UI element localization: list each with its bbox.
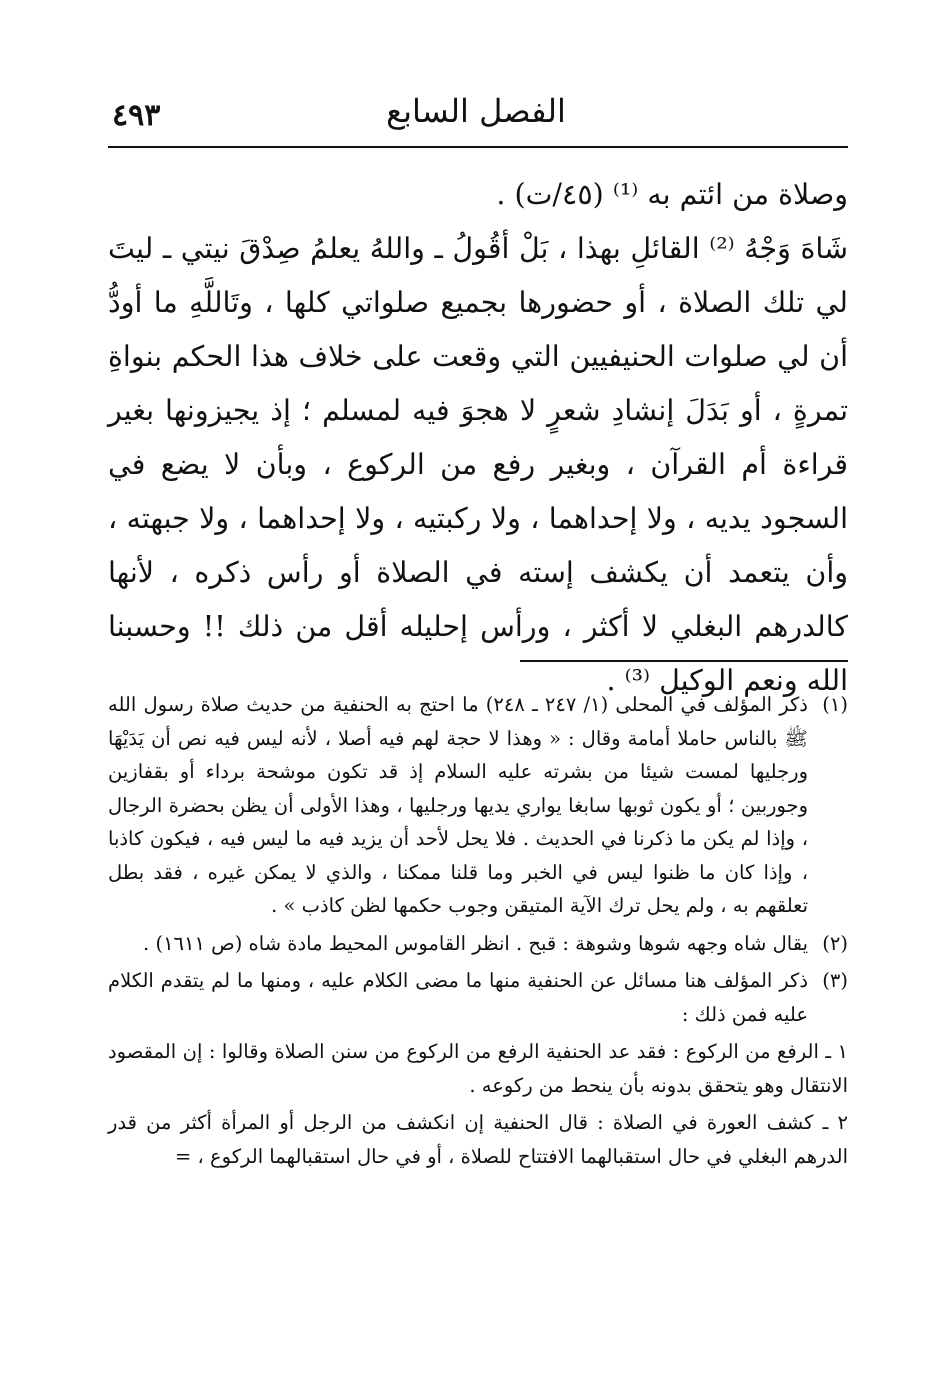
footnotes	[108, 688, 848, 1177]
footnote-2	[108, 927, 848, 961]
footnote-3	[108, 964, 848, 1031]
main-text	[108, 168, 848, 708]
main-paragraph-2: شَاهَ وَجْهُ ⁽²⁾ القائلِ بهذا ، بَلْ أقُولُ ـ واللهُ يعلمُ صِدْقَ نيتي ـ ليتَ لي تلك الصلاة ، أو حضورها بجميع صلواتي كلها ، وتَاللَّهِ ما أودُّ أن لي صلوات الحنيفيين التي وقعت على خلاف هذا الحكم بنواةِ تمرةٍ ، أو بَدَلَ إنشادِ شعرٍ لا هجوَ فيه لمسلم ؛ إذ يجيزونها بغير قراءة أم القرآن ، وبغير رفع من الركوع ، وبأن لا يضع في السجود يديه ، ولا إحداهما ، ولا ركبتيه ، ولا إحداهما ، ولا جبهته ، وأن يتعمد أن يكشف إسته في الصلاة أو رأس ذكره ، لأنها كالدرهم البغلي لا أكثر ، ورأس إحليله أقل من ذلك !! وحسبنا الله ونعم الوكيل ⁽³⁾ .	[108, 232, 848, 697]
footnote-3-item-1: ١ ـ الرفع من الركوع : فقد عد الحنفية الرفع من الركوع من سنن الصلاة وقالوا : إن المقصود الانتقال وهو يتحقق بدونه بأن ينحط من ركوعه .	[108, 1040, 848, 1097]
main-paragraph-1: وصلاة من ائتم به ⁽¹⁾ (٤٥/ت) .	[496, 178, 848, 211]
footnote-1	[108, 688, 848, 923]
footnote-3-item-2: ٢ ـ كشف العورة في الصلاة : قال الحنفية إن انكشف من الرجل أو المرأة أكثر من قدر الدرهم البغلي في حال استقبالهما الافتتاح للصلاة ، أو في حال استقبالهما الركوع ، =	[108, 1111, 848, 1168]
footnote-text: يقال شاه وجهه شوها وشوهة : قبح . انظر القاموس المحيط مادة شاه (ص ١٦١١) .	[143, 931, 808, 955]
footnote-number: (١)	[822, 693, 848, 716]
page-number: ٤٩٣	[112, 98, 161, 133]
header-rule	[108, 146, 848, 148]
footnote-number: (٢)	[822, 931, 848, 955]
footnote-separator	[520, 660, 848, 662]
footnote-text: ذكر المؤلف في المحلى (١/ ٢٤٧ ـ ٢٤٨) ما احتج به الحنفية من حديث صلاة رسول الله ﷺ بالناس حاملا أمامة وقال : « وهذا لا حجة لهم فيه أصلا ، لأنه ليس فيه نص أن يَدَيْهَا ورجليها لمست شيئا من بشرته عليه السلام إذ قد تكون موشحة برداء أو بقفازين وجوربين ؛ أو يكون ثوبها سابغا يواري يديها ورجليها ، وهذا الأولى أن يظن بحضرة الرجال ، وإذا لم يكن ما ذكرنا في الحديث . فلا يحل لأحد أن يزيد فيه ما ليس فيه ، فيكون كاذبا ، وإذا كان ما ظنوا ليس في الخبر وما قلنا ممكنا ، والذي لا يمكن غيره ، فقد بطل تعلقهم به ، ولم يحل ترك الآية المتيقن وجوب حكمها لظن كاذب » .	[108, 693, 808, 917]
footnote-text: ذكر المؤلف هنا مسائل عن الحنفية منها ما مضى الكلام عليه ، ومنها ما لم يتقدم الكلام عليه فمن ذلك :	[108, 969, 808, 1026]
footnote-number: (٣)	[822, 969, 848, 992]
running-title: الفصل السابع	[386, 92, 566, 130]
